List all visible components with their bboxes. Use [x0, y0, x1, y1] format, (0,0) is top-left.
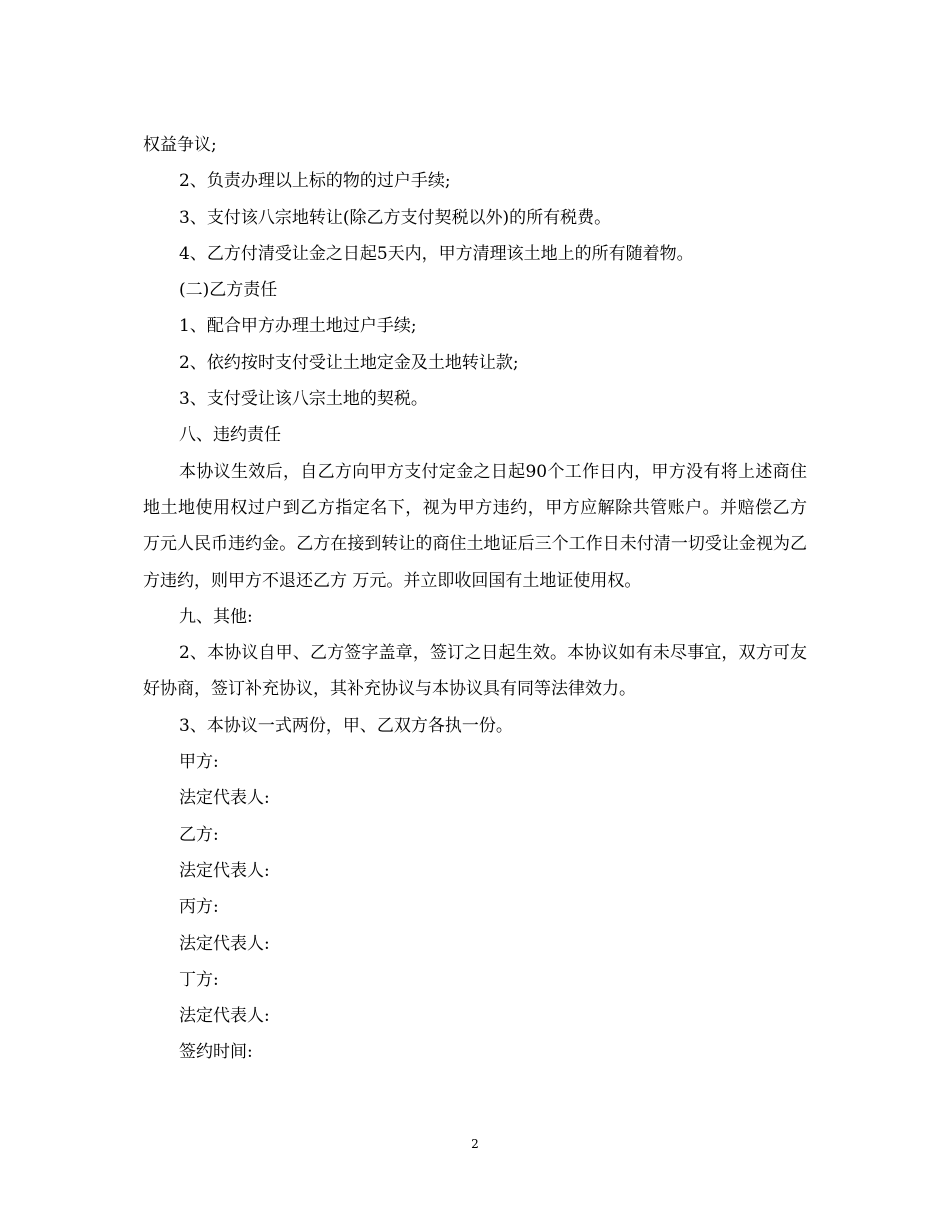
paragraph-clause-4-clearance: 4、乙方付清受让金之日起5天内，甲方清理该土地上的所有随着物。 [179, 243, 694, 264]
paragraph-party-b-2: 2、依约按时支付受让土地定金及土地转让款; [179, 352, 519, 373]
paragraph-clause-3-taxes: 3、支付该八宗地转让(除乙方支付契税以外)的所有税费。 [179, 207, 612, 228]
section-heading-breach: 八、违约责任 [179, 425, 281, 446]
signature-party-d-representative: 法定代表人: [179, 1006, 270, 1027]
paragraph-party-b-3: 3、支付受让该八宗土地的契税。 [179, 389, 428, 410]
signature-party-b: 乙方: [179, 824, 219, 845]
paragraph-breach-liability: 本协议生效后，自乙方向甲方支付定金之日起90个工作日内，甲方没有将上述商住地土地使用权过户到乙方指定名下，视为甲方违约，甲方应解除共管账户。并赔偿乙方 万元人民币违约金。乙方在接到转让的商住土地证后三个工作日未付清一切受让金视为乙方违约，则甲方不退还乙方 万元。并立即收回国有土地证使用权。 [143, 461, 807, 591]
section-heading-other: 九、其他: [179, 606, 253, 627]
page-number: 2 [471, 1137, 479, 1151]
signature-party-c-representative: 法定代表人: [179, 933, 270, 954]
paragraph-party-b-1: 1、配合甲方办理土地过户手续; [179, 316, 417, 337]
signature-party-c: 丙方: [179, 897, 219, 918]
paragraph-continuation: 权益争议; [143, 135, 217, 155]
paragraph-other-2: 2、本协议自甲、乙方签字盖章，签订之日起生效。本协议如有未尽事宜，双方可友好协商，签订补充协议，其补充协议与本协议具有同等法律效力。 [143, 643, 807, 700]
signature-party-a-representative: 法定代表人: [179, 788, 270, 809]
signature-party-a: 甲方: [179, 752, 219, 773]
signature-party-d: 丁方: [179, 969, 219, 990]
signing-date: 签约时间: [179, 1042, 253, 1063]
signature-party-b-representative: 法定代表人: [179, 860, 270, 881]
document-body [143, 127, 807, 1071]
section-heading-party-b: (二)乙方责任 [179, 280, 278, 301]
paragraph-other-3: 3、本协议一式两份，甲、乙双方各执一份。 [179, 715, 513, 736]
paragraph-clause-2-transfer: 2、负责办理以上标的物的过户手续; [179, 171, 451, 192]
